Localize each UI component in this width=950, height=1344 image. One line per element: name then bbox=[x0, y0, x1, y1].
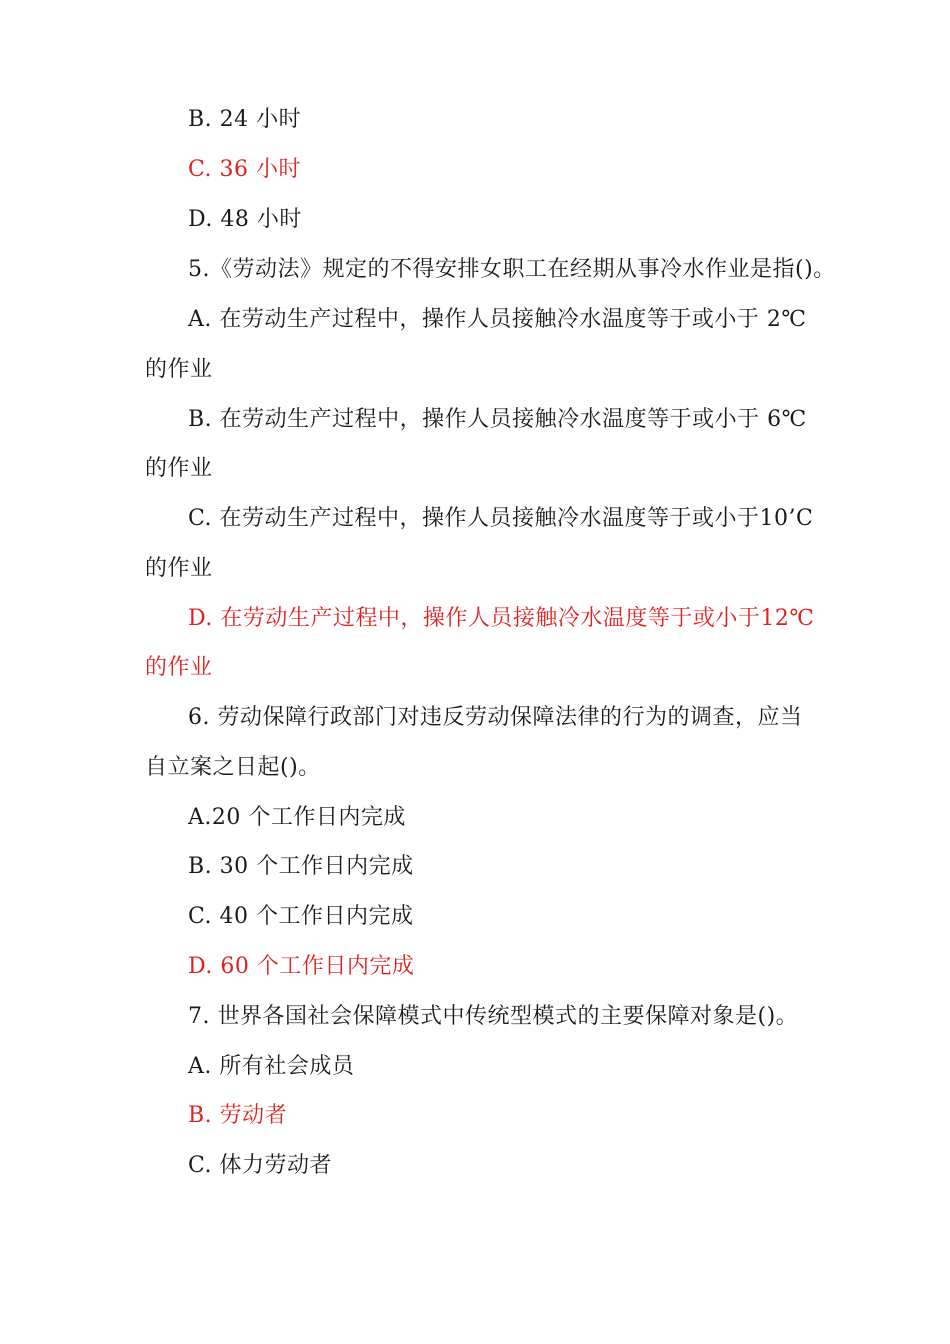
q6-stem-line2: 自立案之日起()。 bbox=[145, 755, 321, 780]
q5-stem: 5.《劳动法》规定的不得安排女职工在经期从事冷水作业是指()。 bbox=[188, 257, 836, 282]
q4-option-c-answer: C. 36 小时 bbox=[188, 157, 302, 182]
q4-option-b: B. 24 小时 bbox=[188, 107, 302, 132]
q5-option-b-line2: 的作业 bbox=[145, 456, 213, 481]
q5-option-c-line1: C. 在劳动生产过程中，操作人员接触冷水温度等于或小于10’C bbox=[188, 506, 814, 531]
q7-stem: 7. 世界各国社会保障模式中传统型模式的主要保障对象是()。 bbox=[188, 1004, 799, 1029]
q5-option-c-line2: 的作业 bbox=[145, 556, 213, 581]
q7-option-a: A. 所有社会成员 bbox=[188, 1054, 355, 1079]
q5-option-b-line1: B. 在劳动生产过程中，操作人员接触冷水温度等于或小于 6℃ bbox=[188, 407, 807, 432]
q4-option-d: D. 48 小时 bbox=[188, 207, 302, 232]
q5-option-d-answer-line1: D. 在劳动生产过程中，操作人员接触冷水温度等于或小于12℃ bbox=[188, 606, 815, 631]
q7-option-b-answer: B. 劳动者 bbox=[188, 1103, 288, 1128]
q6-option-b: B. 30 个工作日内完成 bbox=[188, 854, 414, 879]
q7-option-c: C. 体力劳动者 bbox=[188, 1153, 333, 1178]
q5-option-a-line1: A. 在劳动生产过程中，操作人员接触冷水温度等于或小于 2℃ bbox=[188, 307, 807, 332]
q5-option-d-answer-line2: 的作业 bbox=[145, 655, 213, 680]
q6-option-c: C. 40 个工作日内完成 bbox=[188, 904, 414, 929]
q6-option-a: A.20 个工作日内完成 bbox=[188, 805, 406, 830]
q6-option-d-answer: D. 60 个工作日内完成 bbox=[188, 954, 415, 979]
q5-option-a-line2: 的作业 bbox=[145, 357, 213, 382]
q6-stem-line1: 6. 劳动保障行政部门对违反劳动保障法律的行为的调查，应当 bbox=[188, 705, 803, 730]
